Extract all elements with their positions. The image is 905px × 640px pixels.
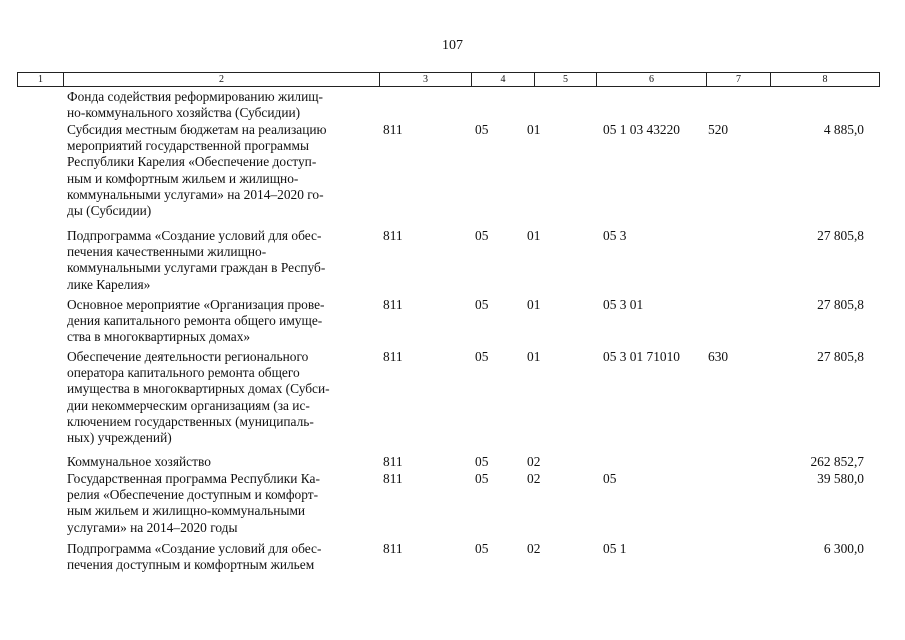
column-header-7: 7 <box>707 73 771 86</box>
description-line: Субсидия местным бюджетам на реализацию <box>67 122 327 137</box>
column-header-6: 6 <box>597 73 707 86</box>
description-line: Государственная программа Республики Ка- <box>67 471 320 486</box>
row-description <box>67 228 371 293</box>
cell-amount: 27 805,8 <box>817 297 864 312</box>
description-line: Фонда содействия реформированию жилищ- <box>67 89 324 104</box>
description-line: имущества в многоквартирных домах (Субси- <box>67 381 330 397</box>
cell-ministry-code: 811 <box>383 122 403 137</box>
cell-ministry-code: 811 <box>383 228 403 243</box>
description-line: Республики Карелия «Обеспечение доступ- <box>67 154 317 170</box>
cell-ministry-code: 811 <box>383 471 403 486</box>
cell-amount: 27 805,8 <box>817 228 864 243</box>
description-line: Подпрограмма «Создание условий для обес- <box>67 541 322 556</box>
description-line: ды (Субсидии) <box>67 203 152 219</box>
column-header-3: 3 <box>380 73 472 86</box>
cell-target-article: 05 3 <box>603 228 627 243</box>
column-header-4: 4 <box>472 73 535 86</box>
cell-subsection: 02 <box>527 471 541 486</box>
row-description <box>67 454 371 470</box>
description-line: ных) учреждений) <box>67 430 172 446</box>
cell-subsection: 01 <box>527 228 541 243</box>
page-number: 107 <box>442 38 463 53</box>
column-header-8: 8 <box>822 74 828 85</box>
column-header-2: 2 <box>64 73 380 86</box>
column-header-1: 1 <box>18 73 64 86</box>
cell-subsection: 02 <box>527 454 541 469</box>
cell-amount: 39 580,0 <box>817 471 864 486</box>
description-line: Основное мероприятие «Организация прове- <box>67 297 325 312</box>
cell-section: 05 <box>475 228 489 243</box>
description-line: Обеспечение деятельности регионального <box>67 349 309 364</box>
description-line: печения качественными жилищно- <box>67 244 267 260</box>
cell-section: 05 <box>475 471 489 486</box>
cell-ministry-code: 811 <box>383 349 403 364</box>
description-line: ным жильем и жилищно-коммунальными <box>67 503 306 519</box>
description-line: коммунальными услугами граждан в Респуб- <box>67 260 326 276</box>
cell-expense-type: 520 <box>708 122 729 137</box>
description-line: релия «Обеспечение доступным и комфорт- <box>67 487 319 503</box>
cell-ministry-code: 811 <box>383 454 403 469</box>
cell-amount: 262 852,7 <box>810 454 864 469</box>
row-description <box>67 541 371 573</box>
cell-target-article: 05 3 01 71010 <box>603 349 680 364</box>
cell-amount: 4 885,0 <box>823 122 864 137</box>
description-line: ства в многоквартирных домах» <box>67 329 251 345</box>
description-line: Подпрограмма «Создание условий для обес- <box>67 228 322 243</box>
cell-section: 05 <box>475 122 489 137</box>
column-header-5: 5 <box>535 73 597 86</box>
cell-section: 05 <box>475 454 489 469</box>
table-header-row <box>17 72 880 87</box>
row-description <box>67 122 371 219</box>
row-description <box>67 471 371 536</box>
description-line: коммунальными услугами» на 2014–2020 го- <box>67 186 324 202</box>
description-line: мероприятий государственной программы <box>67 138 309 154</box>
description-line: ным и комфортным жильем и жилищно- <box>67 170 299 186</box>
row-description <box>67 297 371 346</box>
cell-target-article: 05 1 <box>603 541 627 556</box>
description-line: оператора капитального ремонта общего <box>67 365 300 381</box>
cell-section: 05 <box>475 349 489 364</box>
cell-target-article: 05 3 01 <box>603 297 644 312</box>
cell-section: 05 <box>475 297 489 312</box>
description-line: ключением государственных (муниципаль- <box>67 413 314 429</box>
row-description <box>67 349 371 446</box>
cell-ministry-code: 811 <box>383 297 403 312</box>
cell-target-article: 05 <box>603 471 617 486</box>
cell-target-article: 05 1 03 43220 <box>603 122 680 137</box>
cell-amount: 27 805,8 <box>817 349 864 364</box>
cell-amount: 6 300,0 <box>823 541 864 556</box>
description-line: дения капитального ремонта общего имуще- <box>67 313 323 329</box>
cell-subsection: 02 <box>527 541 541 556</box>
cell-subsection: 01 <box>527 349 541 364</box>
row-description <box>67 89 371 121</box>
description-line: лике Карелия» <box>67 276 151 292</box>
cell-subsection: 01 <box>527 122 541 137</box>
cell-section: 05 <box>475 541 489 556</box>
description-line: услугами» на 2014–2020 годы <box>67 519 238 535</box>
cell-ministry-code: 811 <box>383 541 403 556</box>
description-line: Коммунальное хозяйство <box>67 454 211 469</box>
description-line: но-коммунального хозяйства (Субсидии) <box>67 105 301 121</box>
cell-expense-type: 630 <box>708 349 729 364</box>
description-line: дии некоммерческим организациям (за ис- <box>67 397 310 413</box>
cell-subsection: 01 <box>527 297 541 312</box>
description-line: печения доступным и комфортным жильем <box>67 557 315 573</box>
